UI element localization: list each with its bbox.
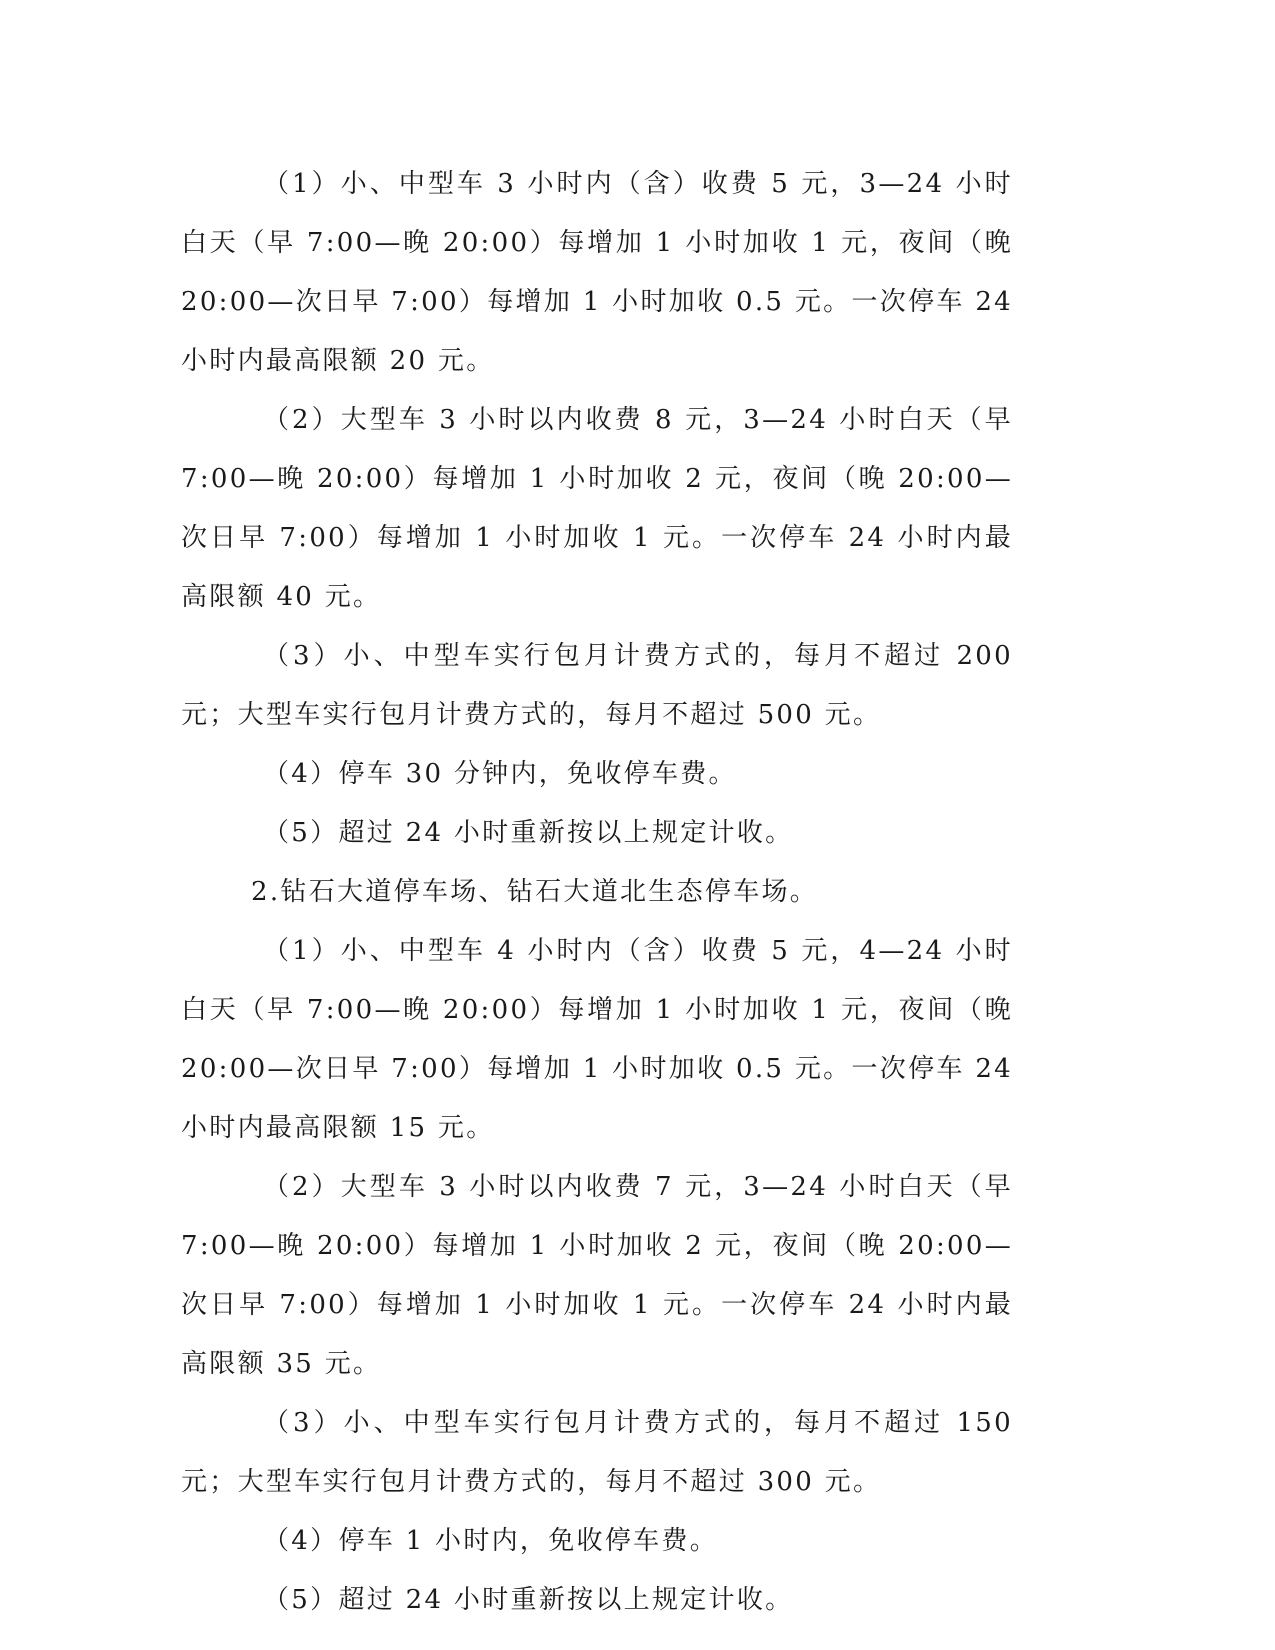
paragraph-large-vehicle-fee-2: （2）大型车 3 小时以内收费 7 元，3—24 小时白天（早 7:00—晚 20:00）每增加 1 小时加收 2 元，夜间（晚 20:00—次日早 7:00）每增加 1 小时加收 1 元。一次停车 24 小时内最高限额 35 元。	[181, 1172, 1013, 1379]
paragraph-free-period-2: （4）停车 1 小时内，免收停车费。	[263, 1526, 719, 1556]
paragraph-small-medium-vehicle-fee-1: （1）小、中型车 3 小时内（含）收费 5 元，3—24 小时白天（早 7:00—晚 20:00）每增加 1 小时加收 1 元，夜间（晚 20:00—次日早 7:00）每增加 1 小时加收 0.5 元。一次停车 24 小时内最高限额 20 元。	[181, 169, 1013, 376]
paragraph-monthly-fee-1: （3）小、中型车实行包月计费方式的，每月不超过 200 元；大型车实行包月计费方式的，每月不超过 500 元。	[181, 641, 1013, 730]
paragraph-over-24h-1: （5）超过 24 小时重新按以上规定计收。	[263, 818, 794, 848]
paragraph-monthly-fee-2: （3）小、中型车实行包月计费方式的，每月不超过 150 元；大型车实行包月计费方式的，每月不超过 300 元。	[181, 1408, 1013, 1497]
paragraph-large-vehicle-fee-1: （2）大型车 3 小时以内收费 8 元，3—24 小时白天（早 7:00—晚 20:00）每增加 1 小时加收 2 元，夜间（晚 20:00—次日早 7:00）每增加 1 小时加收 1 元。一次停车 24 小时内最高限额 40 元。	[181, 405, 1013, 612]
section-heading-diamond-avenue: 2.钻石大道停车场、钻石大道北生态停车场。	[251, 877, 819, 907]
paragraph-small-medium-vehicle-fee-2: （1）小、中型车 4 小时内（含）收费 5 元，4—24 小时白天（早 7:00—晚 20:00）每增加 1 小时加收 1 元，夜间（晚 20:00—次日早 7:00）每增加 1 小时加收 0.5 元。一次停车 24 小时内最高限额 15 元。	[181, 936, 1013, 1143]
paragraph-free-period-1: （4）停车 30 分钟内，免收停车费。	[263, 759, 737, 789]
paragraph-over-24h-2: （5）超过 24 小时重新按以上规定计收。	[263, 1585, 794, 1615]
document-page	[181, 155, 1013, 1630]
